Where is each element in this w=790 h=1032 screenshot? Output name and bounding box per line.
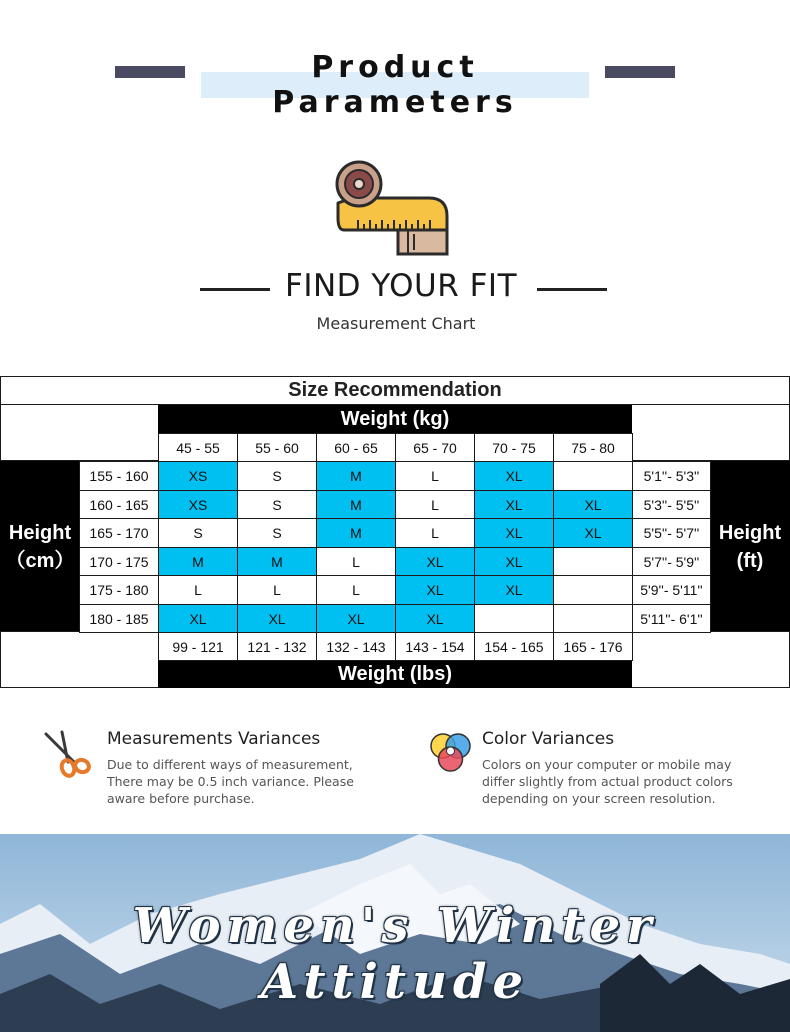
size-table xyxy=(0,376,790,688)
fit-line-right xyxy=(537,288,607,291)
height-ft-cell: 5'3''- 5'5'' xyxy=(632,490,711,519)
size-cell: M xyxy=(316,490,396,519)
size-cell: S xyxy=(237,490,317,519)
size-cell: S xyxy=(237,461,317,491)
color-variance-text xyxy=(482,756,782,807)
height-cm-cell: 155 - 160 xyxy=(79,461,159,491)
size-cell xyxy=(553,547,633,576)
size-cell: XL xyxy=(553,490,633,519)
kg-column-header: 70 - 75 xyxy=(474,433,554,462)
size-cell: XL xyxy=(474,490,554,519)
header-bar-right xyxy=(605,66,675,78)
measuring-tape-icon xyxy=(334,158,454,260)
height-ft-cell: 5'5''- 5'7'' xyxy=(632,518,711,548)
empty-corner-bottom-right xyxy=(631,631,790,688)
measurement-variance-line: There may be 0.5 inch variance. Please xyxy=(107,774,354,789)
measurement-variance-line: Due to different ways of measurement, xyxy=(107,757,353,772)
weight-lbs-header: Weight (lbs) xyxy=(158,660,632,688)
height-ft-label-line1: Height xyxy=(718,521,782,544)
lbs-column-header: 154 - 165 xyxy=(474,632,554,661)
size-cell: M xyxy=(316,518,396,548)
height-cm-label-line2: （cm） xyxy=(5,549,75,572)
size-cell: XL xyxy=(474,518,554,548)
lbs-column-header: 99 - 121 xyxy=(158,632,238,661)
size-cell: S xyxy=(158,518,238,548)
height-ft-cell: 5'1''- 5'3'' xyxy=(632,461,711,491)
winter-banner xyxy=(0,834,790,1032)
size-cell: XL xyxy=(474,547,554,576)
size-cell: S xyxy=(237,518,317,548)
color-variance-line: depending on your screen resolution. xyxy=(482,791,716,806)
empty-corner-top-right xyxy=(631,404,790,461)
size-cell xyxy=(553,604,633,633)
height-ft-cell: 5'11''- 6'1'' xyxy=(632,604,711,633)
size-cell: XL xyxy=(158,604,238,633)
fit-title: FIND YOUR FIT xyxy=(284,268,518,304)
height-cm-cell: 160 - 165 xyxy=(79,490,159,519)
color-variance-title: Color Variances xyxy=(482,729,615,749)
fit-subtitle: Measurement Chart xyxy=(316,314,476,333)
header-bar-left xyxy=(115,66,185,78)
height-cm-label-line1: Height xyxy=(8,521,72,544)
size-cell: XL xyxy=(474,461,554,491)
lbs-column-header: 165 - 176 xyxy=(553,632,633,661)
height-cm-cell: 170 - 175 xyxy=(79,547,159,576)
size-cell: L xyxy=(158,575,238,605)
size-cell: L xyxy=(395,461,475,491)
color-variance-line: differ slightly from actual product colors xyxy=(482,774,733,789)
height-ft-header xyxy=(710,461,790,632)
size-cell: XL xyxy=(474,575,554,605)
size-cell: L xyxy=(316,547,396,576)
kg-column-header: 75 - 80 xyxy=(553,433,633,462)
empty-corner-bottom-left xyxy=(0,631,159,688)
measurement-variance-text xyxy=(107,756,397,807)
size-cell: L xyxy=(395,518,475,548)
size-cell: L xyxy=(237,575,317,605)
height-cm-cell: 180 - 185 xyxy=(79,604,159,633)
size-cell: XL xyxy=(395,547,475,576)
size-cell: XL xyxy=(237,604,317,633)
lbs-column-header: 132 - 143 xyxy=(316,632,396,661)
height-ft-cell: 5'7''- 5'9'' xyxy=(632,547,711,576)
kg-column-header: 60 - 65 xyxy=(316,433,396,462)
height-ft-cell: 5'9''- 5'11'' xyxy=(632,575,711,605)
size-cell: XL xyxy=(553,518,633,548)
size-cell: XL xyxy=(316,604,396,633)
size-cell xyxy=(553,461,633,491)
empty-corner-top-left xyxy=(0,404,159,461)
banner-title: Women's Winter Attitude xyxy=(132,898,658,1010)
page-title: Product Parameters xyxy=(272,50,518,120)
fit-line-left xyxy=(200,288,270,291)
height-cm-cell: 175 - 180 xyxy=(79,575,159,605)
weight-kg-header: Weight (kg) xyxy=(158,405,632,433)
scissors-icon xyxy=(40,730,92,780)
size-cell: XS xyxy=(158,490,238,519)
color-variance-line: Colors on your computer or mobile may xyxy=(482,757,732,772)
size-cell: M xyxy=(316,461,396,491)
size-cell: XS xyxy=(158,461,238,491)
size-cell: M xyxy=(237,547,317,576)
size-cell: M xyxy=(158,547,238,576)
size-cell: XL xyxy=(395,575,475,605)
height-cm-cell: 165 - 170 xyxy=(79,518,159,548)
color-wheel-icon xyxy=(428,731,474,775)
measurement-variance-title: Measurements Variances xyxy=(107,729,321,749)
lbs-column-header: 121 - 132 xyxy=(237,632,317,661)
size-cell xyxy=(553,575,633,605)
size-cell: XL xyxy=(395,604,475,633)
size-cell: L xyxy=(316,575,396,605)
table-title: Size Recommendation xyxy=(0,376,790,405)
lbs-column-header: 143 - 154 xyxy=(395,632,475,661)
size-cell: L xyxy=(395,490,475,519)
measurement-variance-line: aware before purchase. xyxy=(107,791,255,806)
height-ft-label-line2: (ft) xyxy=(736,549,764,572)
kg-column-header: 45 - 55 xyxy=(158,433,238,462)
kg-column-header: 55 - 60 xyxy=(237,433,317,462)
kg-column-header: 65 - 70 xyxy=(395,433,475,462)
size-cell xyxy=(474,604,554,633)
height-cm-header xyxy=(0,461,80,632)
